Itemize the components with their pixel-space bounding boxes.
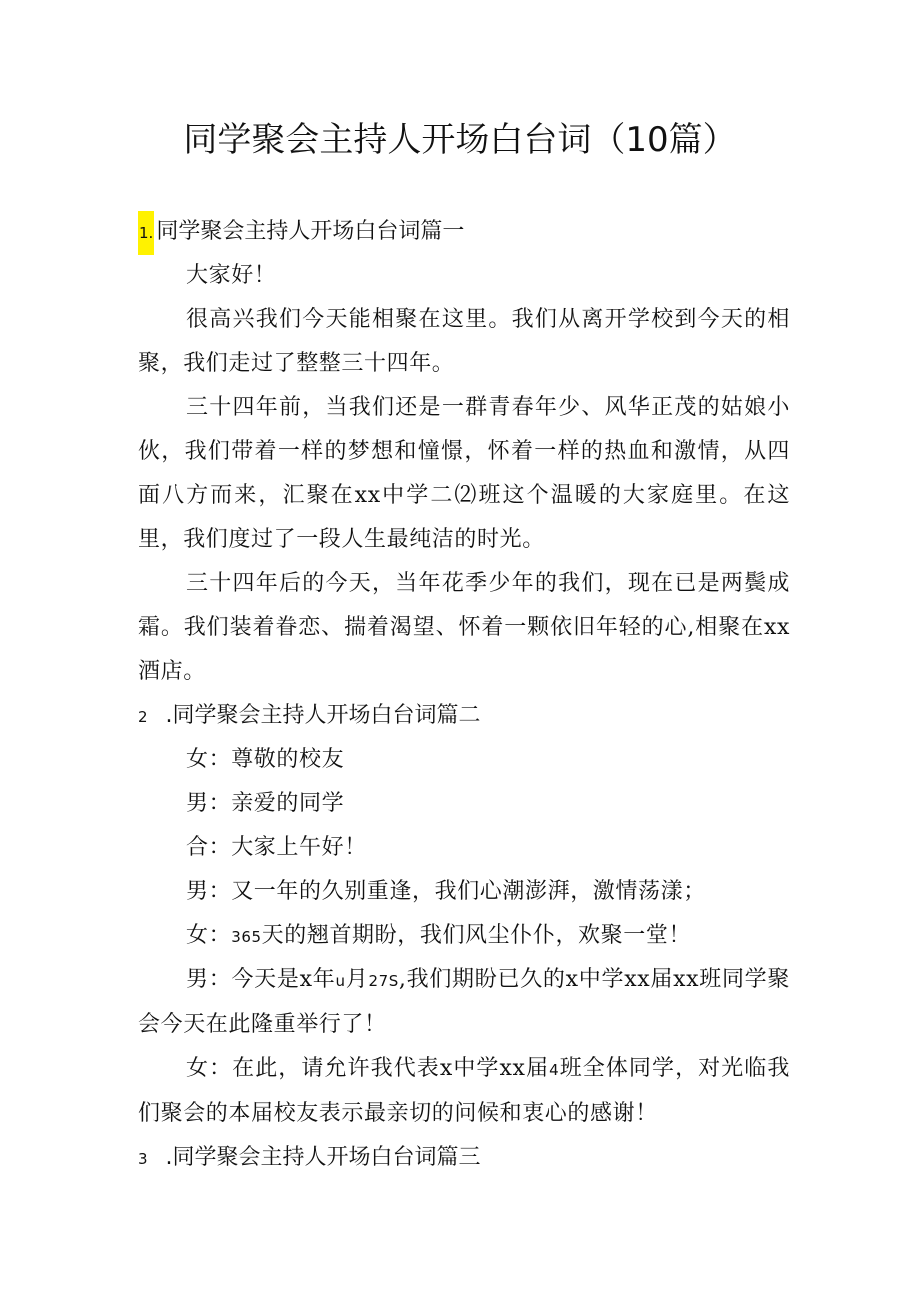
inline-number: 4 (549, 1061, 560, 1079)
section-heading-1 (138, 210, 790, 254)
dialogue-text: 月 (345, 967, 369, 992)
section-number-highlight: 1. (138, 211, 154, 255)
paragraph: 很高兴我们今天能相聚在这里。我们从离开学校到今天的相聚，我们走过了整整三十四年。 (138, 307, 790, 376)
section-number: 3 (138, 1150, 148, 1168)
dialogue-text: 班全体同学，对光临我们聚会的本届校友表示最亲切的问候和衷心的感谢！ (138, 1056, 790, 1126)
dialogue-text: 女：在此，请允许我代表x中学xx届 (186, 1056, 550, 1081)
greeting-line: 大家好！ (186, 263, 277, 288)
section-heading-2 (138, 694, 790, 738)
dialogue-text: ,我们期盼已久的x中学xx届xx班同学聚会今天在此隆重举行了！ (138, 967, 791, 1037)
inline-number: 365 (231, 928, 262, 946)
section-number: 2 (138, 708, 148, 726)
section-heading-text: .同学聚会主持人开场白台词篇二 (165, 703, 481, 728)
inline-number: 27S (368, 972, 399, 990)
dialogue-paragraph (138, 958, 790, 1047)
dialogue-line: 女：尊敬的校友 (186, 747, 345, 772)
document-title: 同学聚会主持人开场白台词（10篇） (183, 120, 737, 160)
dialogue-text: 天的翘首期盼，我们风尘仆仆，欢聚一堂！ (261, 923, 692, 948)
dialogue-line: 男：又一年的久别重逢，我们心潮澎湃，激情荡漾； (186, 879, 706, 904)
section-heading-text: 同学聚会主持人开场白台词篇一 (156, 219, 465, 244)
dialogue-line: 男：亲爱的同学 (186, 791, 345, 816)
inline-number: u (335, 972, 346, 990)
section-heading-text: .同学聚会主持人开场白台词篇三 (165, 1145, 481, 1170)
dialogue-line (138, 914, 790, 958)
dialogue-paragraph (138, 1047, 790, 1136)
document-body (138, 210, 790, 1180)
paragraph: 三十四年后的今天，当年花季少年的我们，现在已是两鬓成霜。我们装着眷恋、揣着渴望、怀着一颗依旧年轻的心,相聚在xx酒店。 (138, 571, 790, 684)
dialogue-line: 合：大家上午好！ (186, 835, 367, 860)
dialogue-text: 男：今天是x年 (186, 967, 336, 992)
speaker-label: 女： (186, 923, 232, 948)
paragraph: 三十四年前，当我们还是一群青春年少、风华正茂的姑娘小伙，我们带着一样的梦想和憧憬，怀着一样的热血和激情，从四面八方而来，汇聚在xx中学二⑵班这个温暖的大家庭里。在这里，我们度过了一段人生最纯洁的时光。 (138, 395, 790, 552)
section-heading-3 (138, 1136, 790, 1180)
